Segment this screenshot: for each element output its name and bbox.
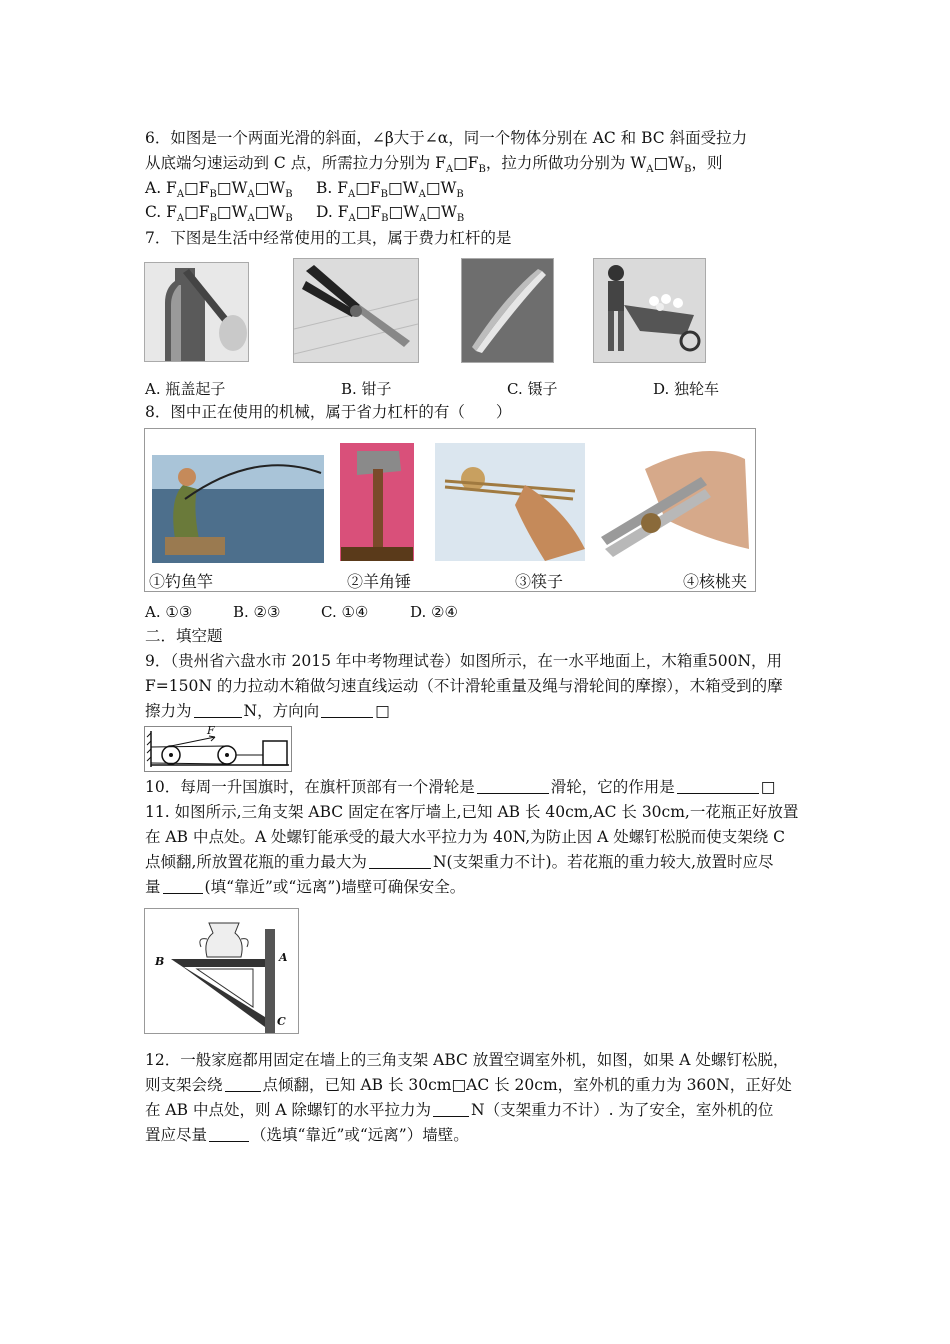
- wheelbarrow-image: [593, 258, 706, 363]
- q11-line2: 在 AB 中点处。A 处螺钉能承受的最大水平拉力为 40N,为防止因 A 处螺钉松脱而使支架绕 C: [145, 828, 786, 846]
- q9-line1: 9．（贵州省六盘水市 2015 年中考物理试卷）如图所示，在一水平地面上，木箱重500N，用: [145, 652, 783, 670]
- label-c: C: [277, 1015, 286, 1028]
- q12-blank-position[interactable]: [209, 1127, 249, 1142]
- q10-line: 10．每周一升国旗时，在旗杆顶部有一个滑轮是 滑轮，它的作用是 □: [145, 778, 776, 796]
- q7-option-d[interactable]: D. 独轮车: [653, 380, 720, 398]
- caption-fishing-rod: ①钓鱼竿: [149, 572, 214, 591]
- q9-blank-direction[interactable]: [321, 703, 373, 718]
- q7-option-c[interactable]: C. 镊子: [507, 380, 558, 398]
- q12-line4: 置应尽量 （选填“靠近”或“远离”）墙壁。: [145, 1126, 469, 1144]
- q12-line3: 在 AB 中点处，则 A 除螺钉的水平拉力为 N（支架重力不计）. 为了安全，室外机的位: [145, 1101, 774, 1119]
- q6-line1: 6．如图是一个两面光滑的斜面，∠β大于∠α，同一个物体分别在 AC 和 BC 斜面受拉力: [145, 129, 748, 147]
- q8-question: 8．图中正在使用的机械，属于省力杠杆的有（ ）: [145, 403, 512, 421]
- q11-blank-position[interactable]: [163, 879, 203, 894]
- q6-option-d[interactable]: D. $F_A□F_B□W_A□W_B$: [316, 203, 465, 224]
- tweezers-image: [461, 258, 554, 363]
- bottle-opener-image: [144, 262, 249, 362]
- q6-line2: 从底端匀速运动到 C 点，所需拉力分别为 $F_A□F_B$，拉力所做功分别为 $W_A□W_B$，则: [145, 154, 723, 175]
- q9-line2: F=150N 的力拉动木箱做匀速直线运动（不计滑轮重量及绳与滑轮间的摩擦），木箱受到的摩: [145, 677, 783, 695]
- q12-line2: 则支架会绕 点倾翻，已知 AB 长 30cm□AC 长 20cm，室外机的重力为 360N，正好处: [145, 1076, 792, 1094]
- q11-blank-max-weight[interactable]: [369, 854, 431, 869]
- q9-blank-friction[interactable]: [194, 703, 242, 718]
- q8-option-d[interactable]: D. ②④: [410, 603, 458, 621]
- label-b: B: [155, 955, 165, 968]
- caption-claw-hammer: ②羊角锤: [347, 572, 412, 591]
- q8-option-a[interactable]: A. ①③: [145, 603, 193, 621]
- q9-line3: 擦力为 N，方向向 □: [145, 702, 390, 720]
- caption-chopsticks: ③筷子: [515, 572, 564, 591]
- q11-line4: 量 (填“靠近”或“远离”)墙壁可确保安全。: [145, 878, 466, 896]
- q7-question: 7．下图是生活中经常使用的工具，属于费力杠杆的是: [145, 229, 512, 247]
- q7-option-a[interactable]: A. 瓶盖起子: [145, 380, 226, 398]
- q11-line1: 11. 如图所示,三角支架 ABC 固定在客厅墙上,已知 AB 长 40cm,AC 长 30cm,一花瓶正好放置: [145, 803, 799, 821]
- q9-force-label: F: [207, 724, 215, 737]
- q6-option-a[interactable]: A. $F_A□F_B□W_A□W_B$: [145, 179, 293, 200]
- q11-line3: 点倾翻,所放置花瓶的重力最大为 N(支架重力不计)。若花瓶的重力较大,放置时应尽: [145, 853, 774, 871]
- q10-blank-function[interactable]: [677, 779, 759, 794]
- q11-bracket-figure: [144, 908, 299, 1034]
- label-a: A: [279, 951, 288, 964]
- q12-blank-force[interactable]: [433, 1102, 469, 1117]
- pliers-image: [293, 258, 419, 363]
- section-heading: 二．填空题: [145, 627, 223, 645]
- q8-figure: [144, 428, 756, 592]
- q6-option-c[interactable]: C. $F_A□F_B□W_A□W_B$: [145, 203, 293, 224]
- q8-option-b[interactable]: B. ②③: [233, 603, 281, 621]
- q6-option-b[interactable]: B. $F_A□F_B□W_A□W_B$: [316, 179, 464, 200]
- q8-option-c[interactable]: C. ①④: [321, 603, 369, 621]
- q7-option-b[interactable]: B. 钳子: [341, 380, 392, 398]
- q10-blank-pulley-type[interactable]: [477, 779, 549, 794]
- q12-blank-pivot[interactable]: [225, 1077, 261, 1092]
- q12-line1: 12．一般家庭都用固定在墙上的三角支架 ABC 放置空调室外机，如图，如果 A 处螺钉松脱，: [145, 1051, 789, 1069]
- caption-nutcracker: ④核桃夹: [683, 572, 748, 591]
- q9-pulley-figure: [144, 726, 292, 772]
